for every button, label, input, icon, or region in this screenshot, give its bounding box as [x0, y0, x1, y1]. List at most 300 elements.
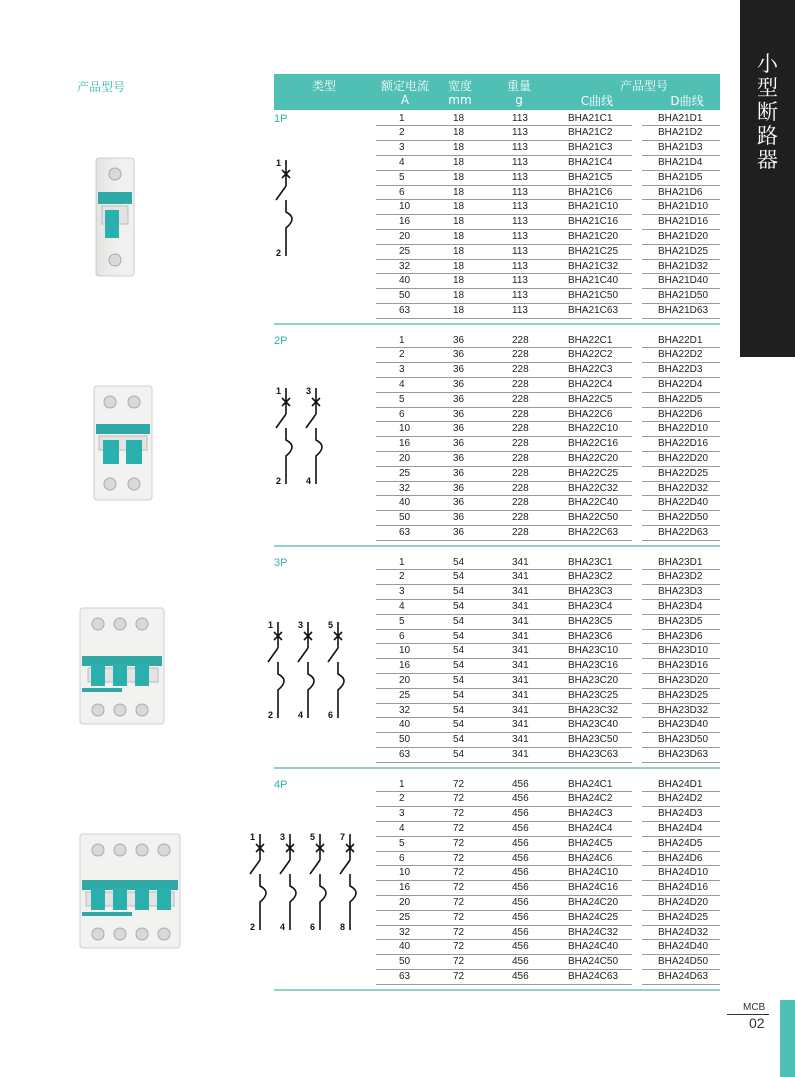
- row-divider: [438, 436, 504, 437]
- weight-cell: 113: [512, 216, 528, 228]
- d-model-cell: BHA21D25: [658, 245, 709, 257]
- weight-cell: 341: [512, 674, 529, 686]
- weight-cell: 113: [512, 127, 528, 139]
- weight-cell: 456: [512, 926, 529, 938]
- d-model-cell: BHA24D6: [658, 852, 703, 864]
- c-model-cell: BHA23C50: [568, 734, 619, 746]
- width-cell: 54: [453, 556, 465, 568]
- rated-current-cell: 6: [399, 408, 405, 420]
- weight-cell: 228: [512, 512, 529, 524]
- width-cell: 36: [453, 349, 465, 361]
- d-model-cell: BHA21D16: [658, 216, 709, 228]
- row-divider: [552, 540, 632, 541]
- group-separator: [274, 767, 720, 769]
- rated-current-cell: 10: [399, 201, 411, 213]
- width-cell: 54: [453, 719, 465, 731]
- weight-cell: 456: [512, 822, 529, 834]
- d-model-cell: BHA22D6: [658, 408, 703, 420]
- d-model-cell: BHA23D10: [658, 645, 709, 657]
- d-model-cell: BHA24D20: [658, 896, 709, 908]
- d-model-cell: BHA23D3: [658, 586, 703, 598]
- width-cell: 36: [453, 497, 465, 509]
- row-divider: [376, 599, 442, 600]
- c-model-cell: BHA24C40: [568, 941, 619, 953]
- row-divider: [438, 703, 504, 704]
- weight-cell: 113: [512, 260, 528, 272]
- c-model-cell: BHA24C3: [568, 808, 613, 820]
- width-cell: 72: [453, 793, 465, 805]
- d-model-cell: BHA21D4: [658, 156, 703, 168]
- c-model-cell: BHA24C6: [568, 852, 613, 864]
- width-cell: 18: [453, 290, 465, 302]
- weight-cell: 228: [512, 408, 529, 420]
- weight-cell: 228: [512, 378, 529, 390]
- row-divider: [438, 732, 504, 733]
- row-divider: [438, 658, 504, 659]
- d-model-cell: BHA22D5: [658, 393, 703, 405]
- width-cell: 36: [453, 378, 465, 390]
- table-header: [274, 74, 720, 110]
- c-model-cell: BHA23C10: [568, 645, 619, 657]
- weight-cell: 341: [512, 571, 529, 583]
- d-model-cell: BHA21D1: [658, 112, 703, 124]
- terminal-label: 3: [306, 386, 312, 396]
- d-model-cell: BHA21D5: [658, 171, 703, 183]
- width-cell: 54: [453, 600, 465, 612]
- terminal-label: 2: [276, 476, 282, 486]
- header-type: 类型: [311, 79, 336, 93]
- row-divider: [496, 762, 552, 763]
- c-model-cell: BHA23C63: [568, 748, 619, 760]
- d-model-cell: BHA21D2: [658, 127, 703, 139]
- c-model-cell: BHA24C4: [568, 822, 613, 834]
- width-cell: 36: [453, 364, 465, 376]
- rated-current-cell: 20: [399, 674, 411, 686]
- c-model-cell: BHA21C1: [568, 112, 613, 124]
- rated-current-cell: 2: [399, 349, 405, 361]
- c-model-cell: BHA21C50: [568, 290, 619, 302]
- rated-current-cell: 20: [399, 896, 411, 908]
- width-cell: 36: [453, 408, 465, 420]
- row-divider: [438, 288, 504, 289]
- width-cell: 54: [453, 660, 465, 672]
- rated-current-cell: 63: [399, 970, 411, 982]
- c-model-cell: BHA21C4: [568, 156, 613, 168]
- c-model-cell: BHA23C6: [568, 630, 613, 642]
- row-divider: [376, 569, 442, 570]
- row-divider: [642, 984, 720, 985]
- rated-current-cell: 2: [399, 793, 405, 805]
- weight-cell: 113: [512, 275, 528, 287]
- c-model-cell: BHA22C3: [568, 364, 613, 376]
- row-divider: [438, 791, 504, 792]
- circuit-symbol-1p: [270, 156, 322, 260]
- section-label: 产品型号: [77, 80, 126, 94]
- weight-cell: 228: [512, 467, 529, 479]
- row-divider: [376, 155, 442, 156]
- weight-cell: 228: [512, 526, 529, 538]
- terminal-label: 2: [250, 922, 256, 932]
- terminal-label: 4: [306, 476, 312, 486]
- width-cell: 54: [453, 586, 465, 598]
- c-model-cell: BHA21C25: [568, 245, 619, 257]
- row-divider: [438, 984, 504, 985]
- weight-cell: 113: [512, 230, 528, 242]
- weight-cell: 341: [512, 586, 529, 598]
- d-model-cell: BHA22D40: [658, 497, 709, 509]
- row-divider: [438, 407, 504, 408]
- c-model-cell: BHA24C50: [568, 956, 619, 968]
- weight-cell: 113: [512, 171, 528, 183]
- c-model-cell: BHA24C63: [568, 970, 619, 982]
- c-model-cell: BHA22C50: [568, 512, 619, 524]
- row-divider: [376, 407, 442, 408]
- weight-cell: 341: [512, 704, 529, 716]
- width-cell: 72: [453, 837, 465, 849]
- rated-current-cell: 25: [399, 467, 411, 479]
- row-divider: [438, 362, 504, 363]
- category-char: 路: [757, 124, 778, 148]
- row-divider: [376, 140, 442, 141]
- breaker-pole-line: [280, 834, 296, 930]
- rated-current-cell: 2: [399, 127, 405, 139]
- d-model-cell: BHA23D1: [658, 556, 703, 568]
- row-divider: [438, 806, 504, 807]
- c-model-cell: BHA22C63: [568, 526, 619, 538]
- width-cell: 18: [453, 186, 465, 198]
- d-model-cell: BHA24D2: [658, 793, 703, 805]
- d-model-cell: BHA22D4: [658, 378, 703, 390]
- d-model-cell: BHA22D32: [658, 482, 709, 494]
- weight-cell: 228: [512, 482, 529, 494]
- d-model-cell: BHA23D25: [658, 689, 709, 701]
- terminal-label: 1: [250, 832, 256, 842]
- header-width-unit: mm: [448, 93, 472, 107]
- d-model-cell: BHA24D1: [658, 778, 703, 790]
- d-model-cell: BHA22D2: [658, 349, 703, 361]
- rated-current-cell: 32: [399, 260, 411, 272]
- c-model-cell: BHA24C2: [568, 793, 613, 805]
- rated-current-cell: 50: [399, 956, 411, 968]
- row-divider: [376, 377, 442, 378]
- breaker-pole-line: [328, 622, 344, 718]
- d-model-cell: BHA22D20: [658, 452, 709, 464]
- c-model-cell: BHA21C40: [568, 275, 619, 287]
- weight-cell: 456: [512, 956, 529, 968]
- row-divider: [376, 762, 442, 763]
- rated-current-cell: 1: [399, 334, 405, 346]
- rated-current-cell: 5: [399, 615, 405, 627]
- row-divider: [376, 185, 442, 186]
- d-model-cell: BHA22D1: [658, 334, 703, 346]
- weight-cell: 456: [512, 941, 529, 953]
- weight-cell: 113: [512, 201, 528, 213]
- width-cell: 36: [453, 512, 465, 524]
- weight-cell: 228: [512, 452, 529, 464]
- row-divider: [642, 762, 720, 763]
- width-cell: 72: [453, 822, 465, 834]
- width-cell: 72: [453, 852, 465, 864]
- c-model-cell: BHA22C20: [568, 452, 619, 464]
- terminal-label: 1: [268, 620, 274, 630]
- row-divider: [376, 821, 442, 822]
- terminal-label: 6: [310, 922, 316, 932]
- rated-current-cell: 16: [399, 438, 411, 450]
- weight-cell: 341: [512, 660, 529, 672]
- rated-current-cell: 1: [399, 112, 405, 124]
- width-cell: 72: [453, 778, 465, 790]
- d-model-cell: BHA24D3: [658, 808, 703, 820]
- weight-cell: 456: [512, 852, 529, 864]
- c-model-cell: BHA21C20: [568, 230, 619, 242]
- width-cell: 18: [453, 275, 465, 287]
- rated-current-cell: 3: [399, 808, 405, 820]
- c-model-cell: BHA21C3: [568, 142, 613, 154]
- weight-cell: 456: [512, 911, 529, 923]
- c-model-cell: BHA24C16: [568, 882, 619, 894]
- d-model-cell: BHA23D4: [658, 600, 703, 612]
- weight-cell: 456: [512, 882, 529, 894]
- row-divider: [438, 954, 504, 955]
- d-model-cell: BHA23D63: [658, 748, 709, 760]
- rated-current-cell: 4: [399, 156, 405, 168]
- width-cell: 54: [453, 674, 465, 686]
- pole-type-label: 1P: [274, 113, 288, 125]
- header-weight-unit: g: [515, 93, 523, 107]
- c-model-cell: BHA21C6: [568, 186, 613, 198]
- weight-cell: 456: [512, 896, 529, 908]
- terminal-label: 4: [298, 710, 304, 720]
- width-cell: 18: [453, 216, 465, 228]
- row-divider: [438, 762, 504, 763]
- page-code: MCB: [743, 1002, 766, 1013]
- row-divider: [438, 140, 504, 141]
- header-rated-current: 额定电流: [380, 79, 429, 93]
- row-divider: [642, 540, 720, 541]
- c-model-cell: BHA21C63: [568, 304, 619, 316]
- d-model-cell: BHA23D40: [658, 719, 709, 731]
- rated-current-cell: 40: [399, 719, 411, 731]
- rated-current-cell: 32: [399, 926, 411, 938]
- width-cell: 54: [453, 689, 465, 701]
- width-cell: 18: [453, 142, 465, 154]
- row-divider: [376, 362, 442, 363]
- c-model-cell: BHA24C10: [568, 867, 619, 879]
- row-divider: [376, 984, 442, 985]
- c-model-cell: BHA21C5: [568, 171, 613, 183]
- weight-cell: 228: [512, 423, 529, 435]
- c-model-cell: BHA24C25: [568, 911, 619, 923]
- weight-cell: 341: [512, 748, 529, 760]
- weight-cell: 456: [512, 867, 529, 879]
- width-cell: 54: [453, 615, 465, 627]
- d-model-cell: BHA23D2: [658, 571, 703, 583]
- d-model-cell: BHA22D63: [658, 526, 709, 538]
- row-divider: [376, 629, 442, 630]
- terminal-label: 1: [276, 386, 282, 396]
- row-divider: [376, 614, 442, 615]
- c-model-cell: BHA22C1: [568, 334, 613, 346]
- width-cell: 54: [453, 645, 465, 657]
- row-divider: [438, 836, 504, 837]
- rated-current-cell: 2: [399, 571, 405, 583]
- width-cell: 72: [453, 941, 465, 953]
- rated-current-cell: 5: [399, 837, 405, 849]
- d-model-cell: BHA24D50: [658, 956, 709, 968]
- terminal-label: 5: [310, 832, 316, 842]
- category-char: 断: [757, 100, 778, 124]
- weight-cell: 113: [512, 142, 528, 154]
- d-model-cell: BHA21D3: [658, 142, 703, 154]
- row-divider: [376, 584, 442, 585]
- rated-current-cell: 5: [399, 393, 405, 405]
- terminal-label: 5: [328, 620, 334, 630]
- weight-cell: 341: [512, 630, 529, 642]
- c-model-cell: BHA23C32: [568, 704, 619, 716]
- width-cell: 72: [453, 882, 465, 894]
- width-cell: 18: [453, 260, 465, 272]
- row-divider: [438, 214, 504, 215]
- breaker-photo-3p: [76, 602, 176, 742]
- breaker-pole-line: [268, 622, 284, 718]
- row-divider: [438, 969, 504, 970]
- pole-type-label: 4P: [274, 779, 288, 791]
- breaker-photo-1p: [88, 150, 158, 290]
- c-model-cell: BHA22C10: [568, 423, 619, 435]
- row-divider: [438, 273, 504, 274]
- rated-current-cell: 40: [399, 497, 411, 509]
- row-divider: [438, 155, 504, 156]
- row-divider: [552, 984, 632, 985]
- row-divider: [438, 540, 504, 541]
- row-divider: [438, 495, 504, 496]
- rated-current-cell: 6: [399, 852, 405, 864]
- pole-type-label: 2P: [274, 335, 288, 347]
- rated-current-cell: 32: [399, 704, 411, 716]
- width-cell: 36: [453, 423, 465, 435]
- row-divider: [438, 199, 504, 200]
- weight-cell: 456: [512, 778, 529, 790]
- rated-current-cell: 6: [399, 186, 405, 198]
- terminal-label: 3: [298, 620, 304, 630]
- d-model-cell: BHA23D6: [658, 630, 703, 642]
- row-divider: [438, 939, 504, 940]
- row-divider: [438, 584, 504, 585]
- row-divider: [438, 451, 504, 452]
- weight-cell: 113: [512, 112, 528, 124]
- c-model-cell: BHA23C40: [568, 719, 619, 731]
- breaker-pole-line: [340, 834, 356, 930]
- row-divider: [496, 540, 552, 541]
- terminal-label: 4: [280, 922, 286, 932]
- breaker-pole-line: [306, 388, 322, 484]
- width-cell: 36: [453, 438, 465, 450]
- terminal-label: 3: [280, 832, 286, 842]
- row-divider: [438, 629, 504, 630]
- row-divider: [438, 643, 504, 644]
- row-divider: [438, 525, 504, 526]
- width-cell: 36: [453, 334, 465, 346]
- d-model-cell: BHA24D16: [658, 882, 709, 894]
- row-divider: [438, 688, 504, 689]
- d-model-cell: BHA22D3: [658, 364, 703, 376]
- width-cell: 36: [453, 393, 465, 405]
- category-char: 小: [757, 52, 778, 76]
- rated-current-cell: 63: [399, 748, 411, 760]
- width-cell: 18: [453, 156, 465, 168]
- width-cell: 72: [453, 926, 465, 938]
- c-model-cell: BHA24C20: [568, 896, 619, 908]
- width-cell: 18: [453, 304, 465, 316]
- breaker-pole-line: [298, 622, 314, 718]
- c-model-cell: BHA22C4: [568, 378, 613, 390]
- row-divider: [438, 569, 504, 570]
- row-divider: [438, 895, 504, 896]
- terminal-label: 2: [276, 248, 282, 258]
- rated-current-cell: 40: [399, 275, 411, 287]
- rated-current-cell: 1: [399, 778, 405, 790]
- d-model-cell: BHA23D50: [658, 734, 709, 746]
- rated-current-cell: 50: [399, 734, 411, 746]
- breaker-pole-line: [310, 834, 326, 930]
- d-model-cell: BHA23D32: [658, 704, 709, 716]
- row-divider: [438, 318, 504, 319]
- rated-current-cell: 40: [399, 941, 411, 953]
- c-model-cell: BHA23C1: [568, 556, 613, 568]
- weight-cell: 113: [512, 245, 528, 257]
- row-divider: [438, 481, 504, 482]
- row-divider: [376, 392, 442, 393]
- row-divider: [438, 510, 504, 511]
- d-model-cell: BHA21D10: [658, 201, 709, 213]
- d-model-cell: BHA22D50: [658, 512, 709, 524]
- header-weight: 重量: [506, 79, 531, 93]
- row-divider: [438, 421, 504, 422]
- pole-type-label: 3P: [274, 557, 288, 569]
- row-divider: [438, 599, 504, 600]
- breaker-pole-line: [276, 160, 292, 256]
- rated-current-cell: 4: [399, 378, 405, 390]
- accent-bar: [780, 1000, 795, 1077]
- rated-current-cell: 6: [399, 630, 405, 642]
- row-divider: [376, 318, 442, 319]
- width-cell: 72: [453, 896, 465, 908]
- c-model-cell: BHA23C4: [568, 600, 613, 612]
- terminal-label: 6: [328, 710, 334, 720]
- row-divider: [376, 125, 442, 126]
- c-model-cell: BHA24C32: [568, 926, 619, 938]
- d-model-cell: BHA23D16: [658, 660, 709, 672]
- weight-cell: 456: [512, 808, 529, 820]
- d-model-cell: BHA24D40: [658, 941, 709, 953]
- header-rated-current-unit: A: [400, 93, 410, 107]
- rated-current-cell: 32: [399, 482, 411, 494]
- d-model-cell: BHA22D25: [658, 467, 709, 479]
- row-divider: [552, 762, 632, 763]
- group-separator: [274, 989, 720, 991]
- rated-current-cell: 3: [399, 364, 405, 376]
- weight-cell: 228: [512, 364, 529, 376]
- c-model-cell: BHA22C2: [568, 349, 613, 361]
- row-divider: [438, 303, 504, 304]
- d-model-cell: BHA21D32: [658, 260, 709, 272]
- header-d-curve: D曲线: [670, 94, 704, 108]
- weight-cell: 113: [512, 304, 528, 316]
- d-model-cell: BHA24D10: [658, 867, 709, 879]
- weight-cell: 113: [512, 156, 528, 168]
- terminal-label: 8: [340, 922, 346, 932]
- row-divider: [438, 259, 504, 260]
